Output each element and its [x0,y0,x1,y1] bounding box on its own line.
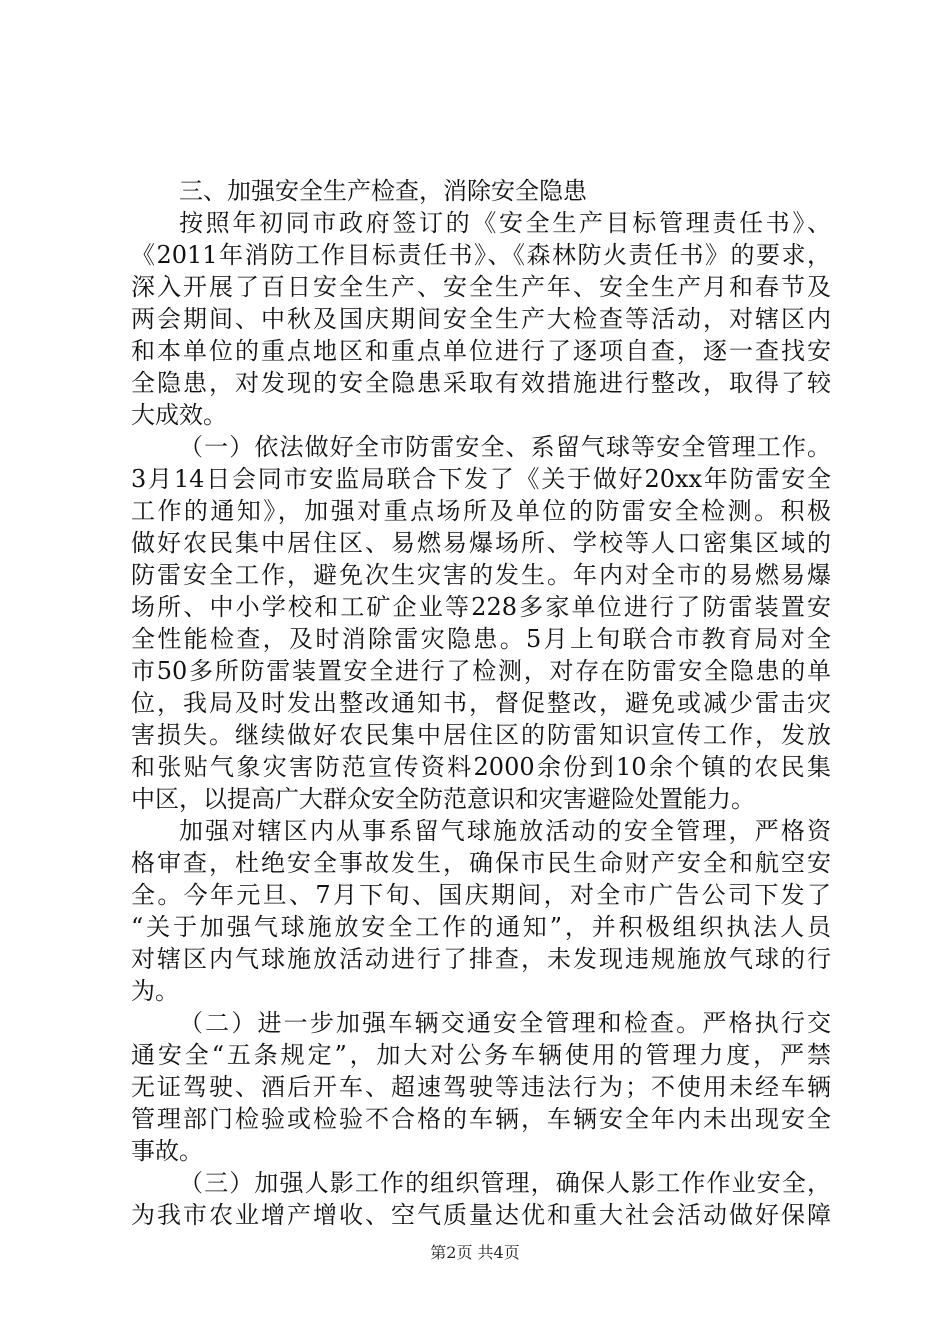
paragraph-line: 中区，以提高广大群众安全防范意识和灾害避险处置能力。 [131,785,755,813]
paragraph-line: 格审查，杜绝安全事故发生，确保市民生命财产安全和航空安 [131,849,831,877]
paragraph-line: 管理部门检验或检验不合格的车辆，车辆安全年内未出现安全 [131,1105,831,1133]
page-number-footer: 第2页 共4页 [430,1243,520,1262]
paragraph-line: 工作的通知》，加强对重点场所及单位的防雷安全检测。积极 [131,497,831,525]
paragraph-line: 按照年初同市政府签订的《安全生产目标管理责任书》、 [179,209,831,237]
paragraph-line: 和张贴气象灾害防范宣传资料2000余份到10余个镇的农民集 [131,753,831,781]
paragraph-line: 市50多所防雷装置安全进行了检测，对存在防雷安全隐患的单 [131,657,831,685]
paragraph-line: 和本单位的重点地区和重点单位进行了逐项自查，逐一查找安 [131,337,831,365]
paragraph-line: 全性能检查，及时消除雷灾隐患。5月上旬联合市教育局对全 [131,625,831,653]
subsection-heading: （三）加强人影工作的组织管理，确保人影工作作业安全， [179,1169,831,1197]
paragraph-line: “关于加强气球施放安全工作的通知”，并积极组织执法人员 [131,913,831,941]
paragraph-line: 3月14日会同市安监局联合下发了《关于做好20xx年防雷安全 [131,465,831,493]
subsection-heading: （二）进一步加强车辆交通安全管理和检查。严格执行交 [179,1009,831,1037]
paragraph-line: 《2011年消防工作目标责任书》、《森林防火责任书》的要求， [131,241,831,269]
paragraph-line: 对辖区内气球施放活动进行了排查，未发现违规施放气球的行 [131,945,831,973]
paragraph-line: 场所、中小学校和工矿企业等228多家单位进行了防雷装置安 [131,593,831,621]
section-heading: 三、加强安全生产检查，消除安全隐患 [179,177,587,205]
paragraph-line: 为。 [131,977,179,1005]
subsection-heading: （一）依法做好全市防雷安全、系留气球等安全管理工作。 [179,433,831,461]
paragraph-line: 全。今年元旦、7月下旬、国庆期间，对全市广告公司下发了 [131,881,831,909]
paragraph-line: 害损失。继续做好农民集中居住区的防雷知识宣传工作，发放 [131,721,831,749]
paragraph-line: 通安全“五条规定”，加大对公务车辆使用的管理力度，严禁 [131,1041,831,1069]
paragraph-line: 事故。 [131,1137,203,1165]
document-body [131,175,831,1231]
paragraph-line: 为我市农业增产增收、空气质量达优和重大社会活动做好保障 [131,1201,831,1229]
paragraph-line: 做好农民集中居住区、易燃易爆场所、学校等人口密集区域的 [131,529,831,557]
paragraph-line: 大成效。 [131,401,227,429]
paragraph-line: 防雷安全工作，避免次生灾害的发生。年内对全市的易燃易爆 [131,561,831,589]
paragraph-line: 两会期间、中秋及国庆期间安全生产大检查等活动，对辖区内 [131,305,831,333]
paragraph-line: 位，我局及时发出整改通知书，督促整改，避免或减少雷击灾 [131,689,831,717]
paragraph-line: 加强对辖区内从事系留气球施放活动的安全管理，严格资 [179,817,831,845]
paragraph-line: 深入开展了百日安全生产、安全生产年、安全生产月和春节及 [131,273,831,301]
paragraph-line: 无证驾驶、酒后开车、超速驾驶等违法行为；不使用未经车辆 [131,1073,831,1101]
paragraph-line: 全隐患，对发现的安全隐患采取有效措施进行整改，取得了较 [131,369,831,397]
